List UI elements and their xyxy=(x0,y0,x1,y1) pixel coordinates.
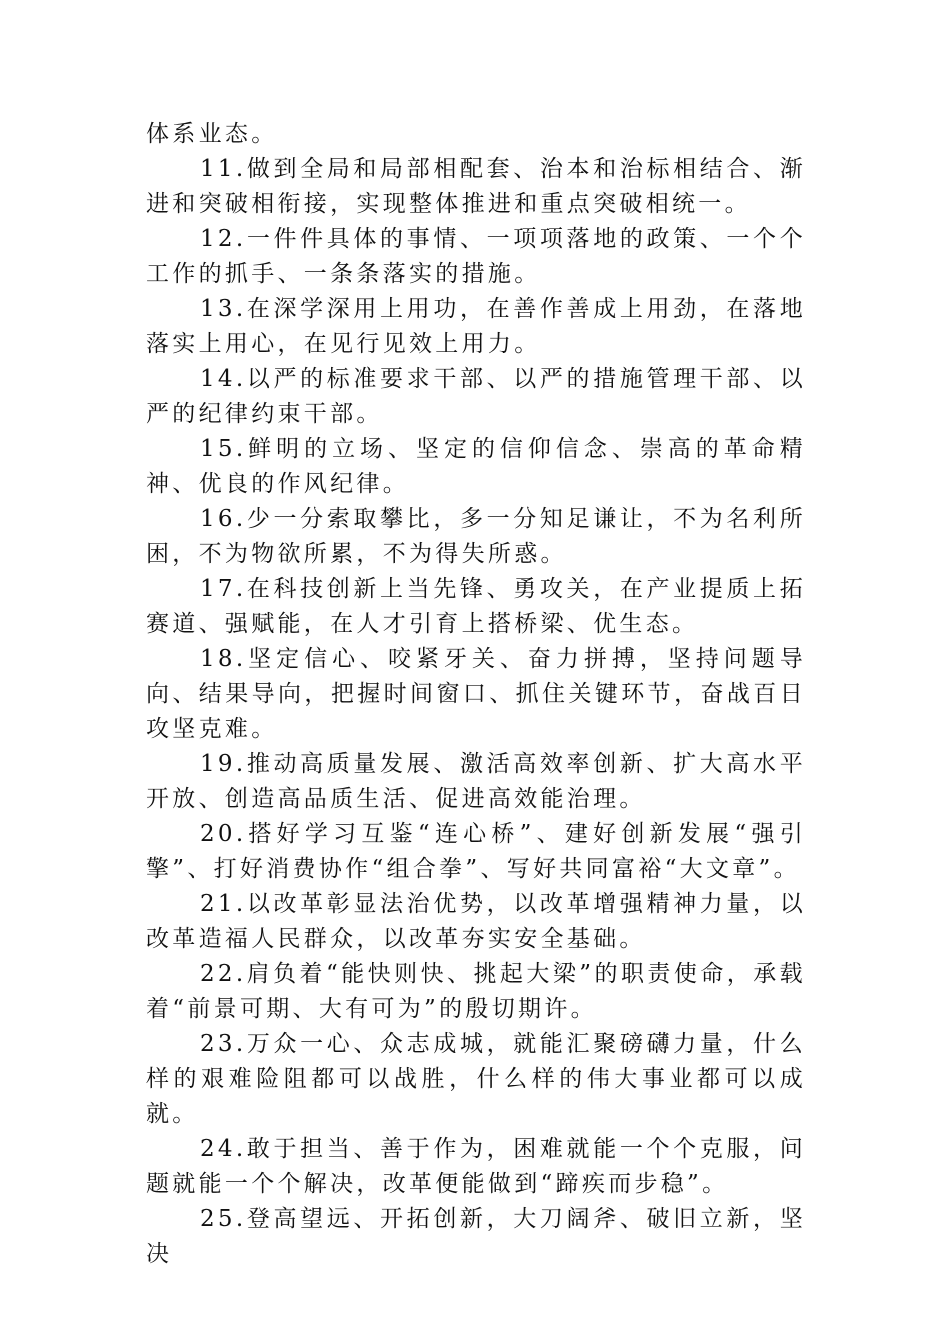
paragraph-item-25: 25.登高望远、开拓创新，大刀阔斧、破旧立新，坚决 xyxy=(146,1206,806,1267)
paragraph-continuation: 体系业态。 xyxy=(146,121,278,147)
paragraph-item-22: 22.肩负着“能快则快、挑起大梁”的职责使命，承载着“前景可期、大有可为”的殷切期许。 xyxy=(146,961,806,1022)
document-body xyxy=(146,117,806,1272)
paragraph-item-18: 18.坚定信心、咬紧牙关、奋力拼搏，坚持问题导向、结果导向，把握时间窗口、抓住关键环节，奋战百日攻坚克难。 xyxy=(146,646,806,742)
paragraph-item-11: 11.做到全局和局部相配套、治本和治标相结合、渐进和突破相衔接，实现整体推进和重点突破相统一。 xyxy=(146,156,806,217)
paragraph-item-17: 17.在科技创新上当先锋、勇攻关，在产业提质上拓赛道、强赋能，在人才引育上搭桥梁、优生态。 xyxy=(146,576,806,637)
paragraph-item-12: 12.一件件具体的事情、一项项落地的政策、一个个工作的抓手、一条条落实的措施。 xyxy=(146,226,806,287)
paragraph-item-24: 24.敢于担当、善于作为，困难就能一个个克服，问题就能一个个解决，改革便能做到“蹄疾而步稳”。 xyxy=(146,1136,806,1197)
paragraph-item-13: 13.在深学深用上用功，在善作善成上用劲，在落地落实上用心，在见行见效上用力。 xyxy=(146,296,806,357)
paragraph-item-16: 16.少一分索取攀比，多一分知足谦让，不为名利所困，不为物欲所累，不为得失所惑。 xyxy=(146,506,806,567)
paragraph-item-15: 15.鲜明的立场、坚定的信仰信念、崇高的革命精神、优良的作风纪律。 xyxy=(146,436,806,497)
paragraph-item-14: 14.以严的标准要求干部、以严的措施管理干部、以严的纪律约束干部。 xyxy=(146,366,806,427)
paragraph-item-21: 21.以改革彰显法治优势，以改革增强精神力量，以改革造福人民群众，以改革夯实安全基础。 xyxy=(146,891,806,952)
paragraph-item-20: 20.搭好学习互鉴“连心桥”、建好创新发展“强引擎”、打好消费协作“组合拳”、写好共同富裕“大文章”。 xyxy=(146,821,806,882)
paragraph-item-23: 23.万众一心、众志成城，就能汇聚磅礴力量，什么样的艰难险阻都可以战胜，什么样的伟大事业都可以成就。 xyxy=(146,1031,806,1127)
paragraph-item-19: 19.推动高质量发展、激活高效率创新、扩大高水平开放、创造高品质生活、促进高效能治理。 xyxy=(146,751,806,812)
